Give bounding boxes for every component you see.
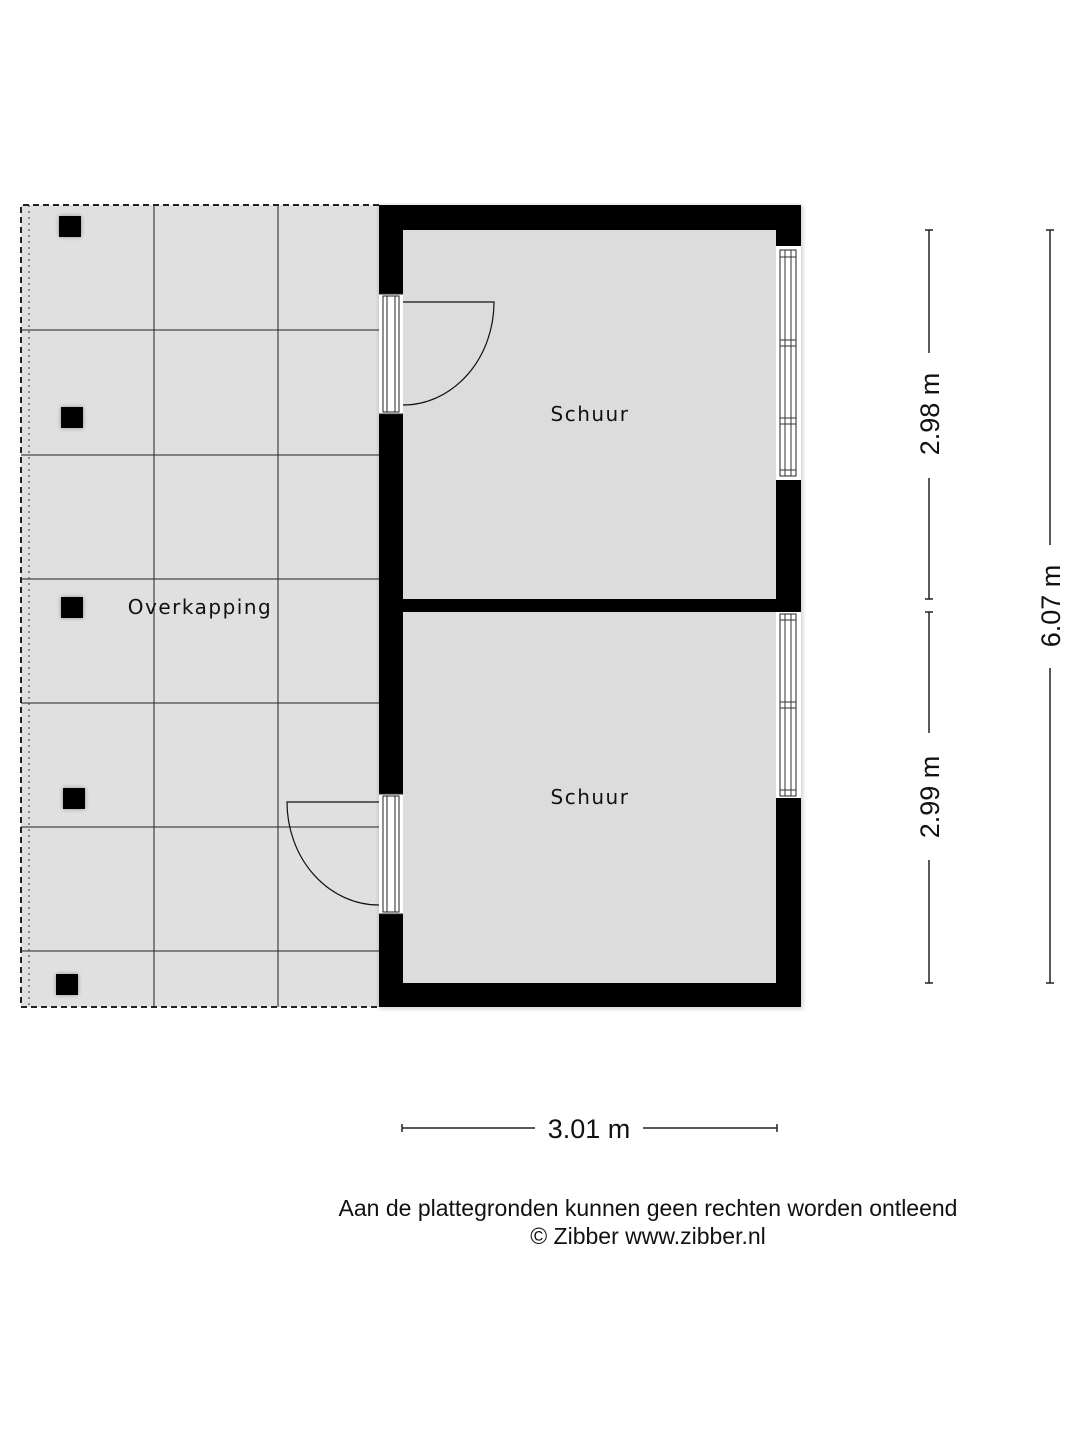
room-label-canopy: Overkapping xyxy=(127,595,273,619)
window-bottom xyxy=(776,612,801,798)
disclaimer-text: Aan de plattegronden kunnen geen rechten worden ontleend xyxy=(338,1195,958,1221)
canopy-post xyxy=(59,216,81,237)
dimension-label-width: 3.01 m xyxy=(547,1114,631,1144)
canopy-post xyxy=(63,788,85,809)
canopy-post xyxy=(61,407,83,428)
canopy-post xyxy=(56,974,78,995)
canopy-post xyxy=(61,597,83,618)
dimension-label-height-bottom: 2.99 m xyxy=(915,755,945,839)
dimension-label-height-top: 2.98 m xyxy=(915,372,945,456)
dimension-label-height-total: 6.07 m xyxy=(1036,564,1066,648)
room-label-shed-top: Schuur xyxy=(550,402,630,426)
room-label-shed-bottom: Schuur xyxy=(550,785,630,809)
window-top xyxy=(776,246,801,480)
copyright-text: © Zibber www.zibber.nl xyxy=(530,1223,766,1249)
